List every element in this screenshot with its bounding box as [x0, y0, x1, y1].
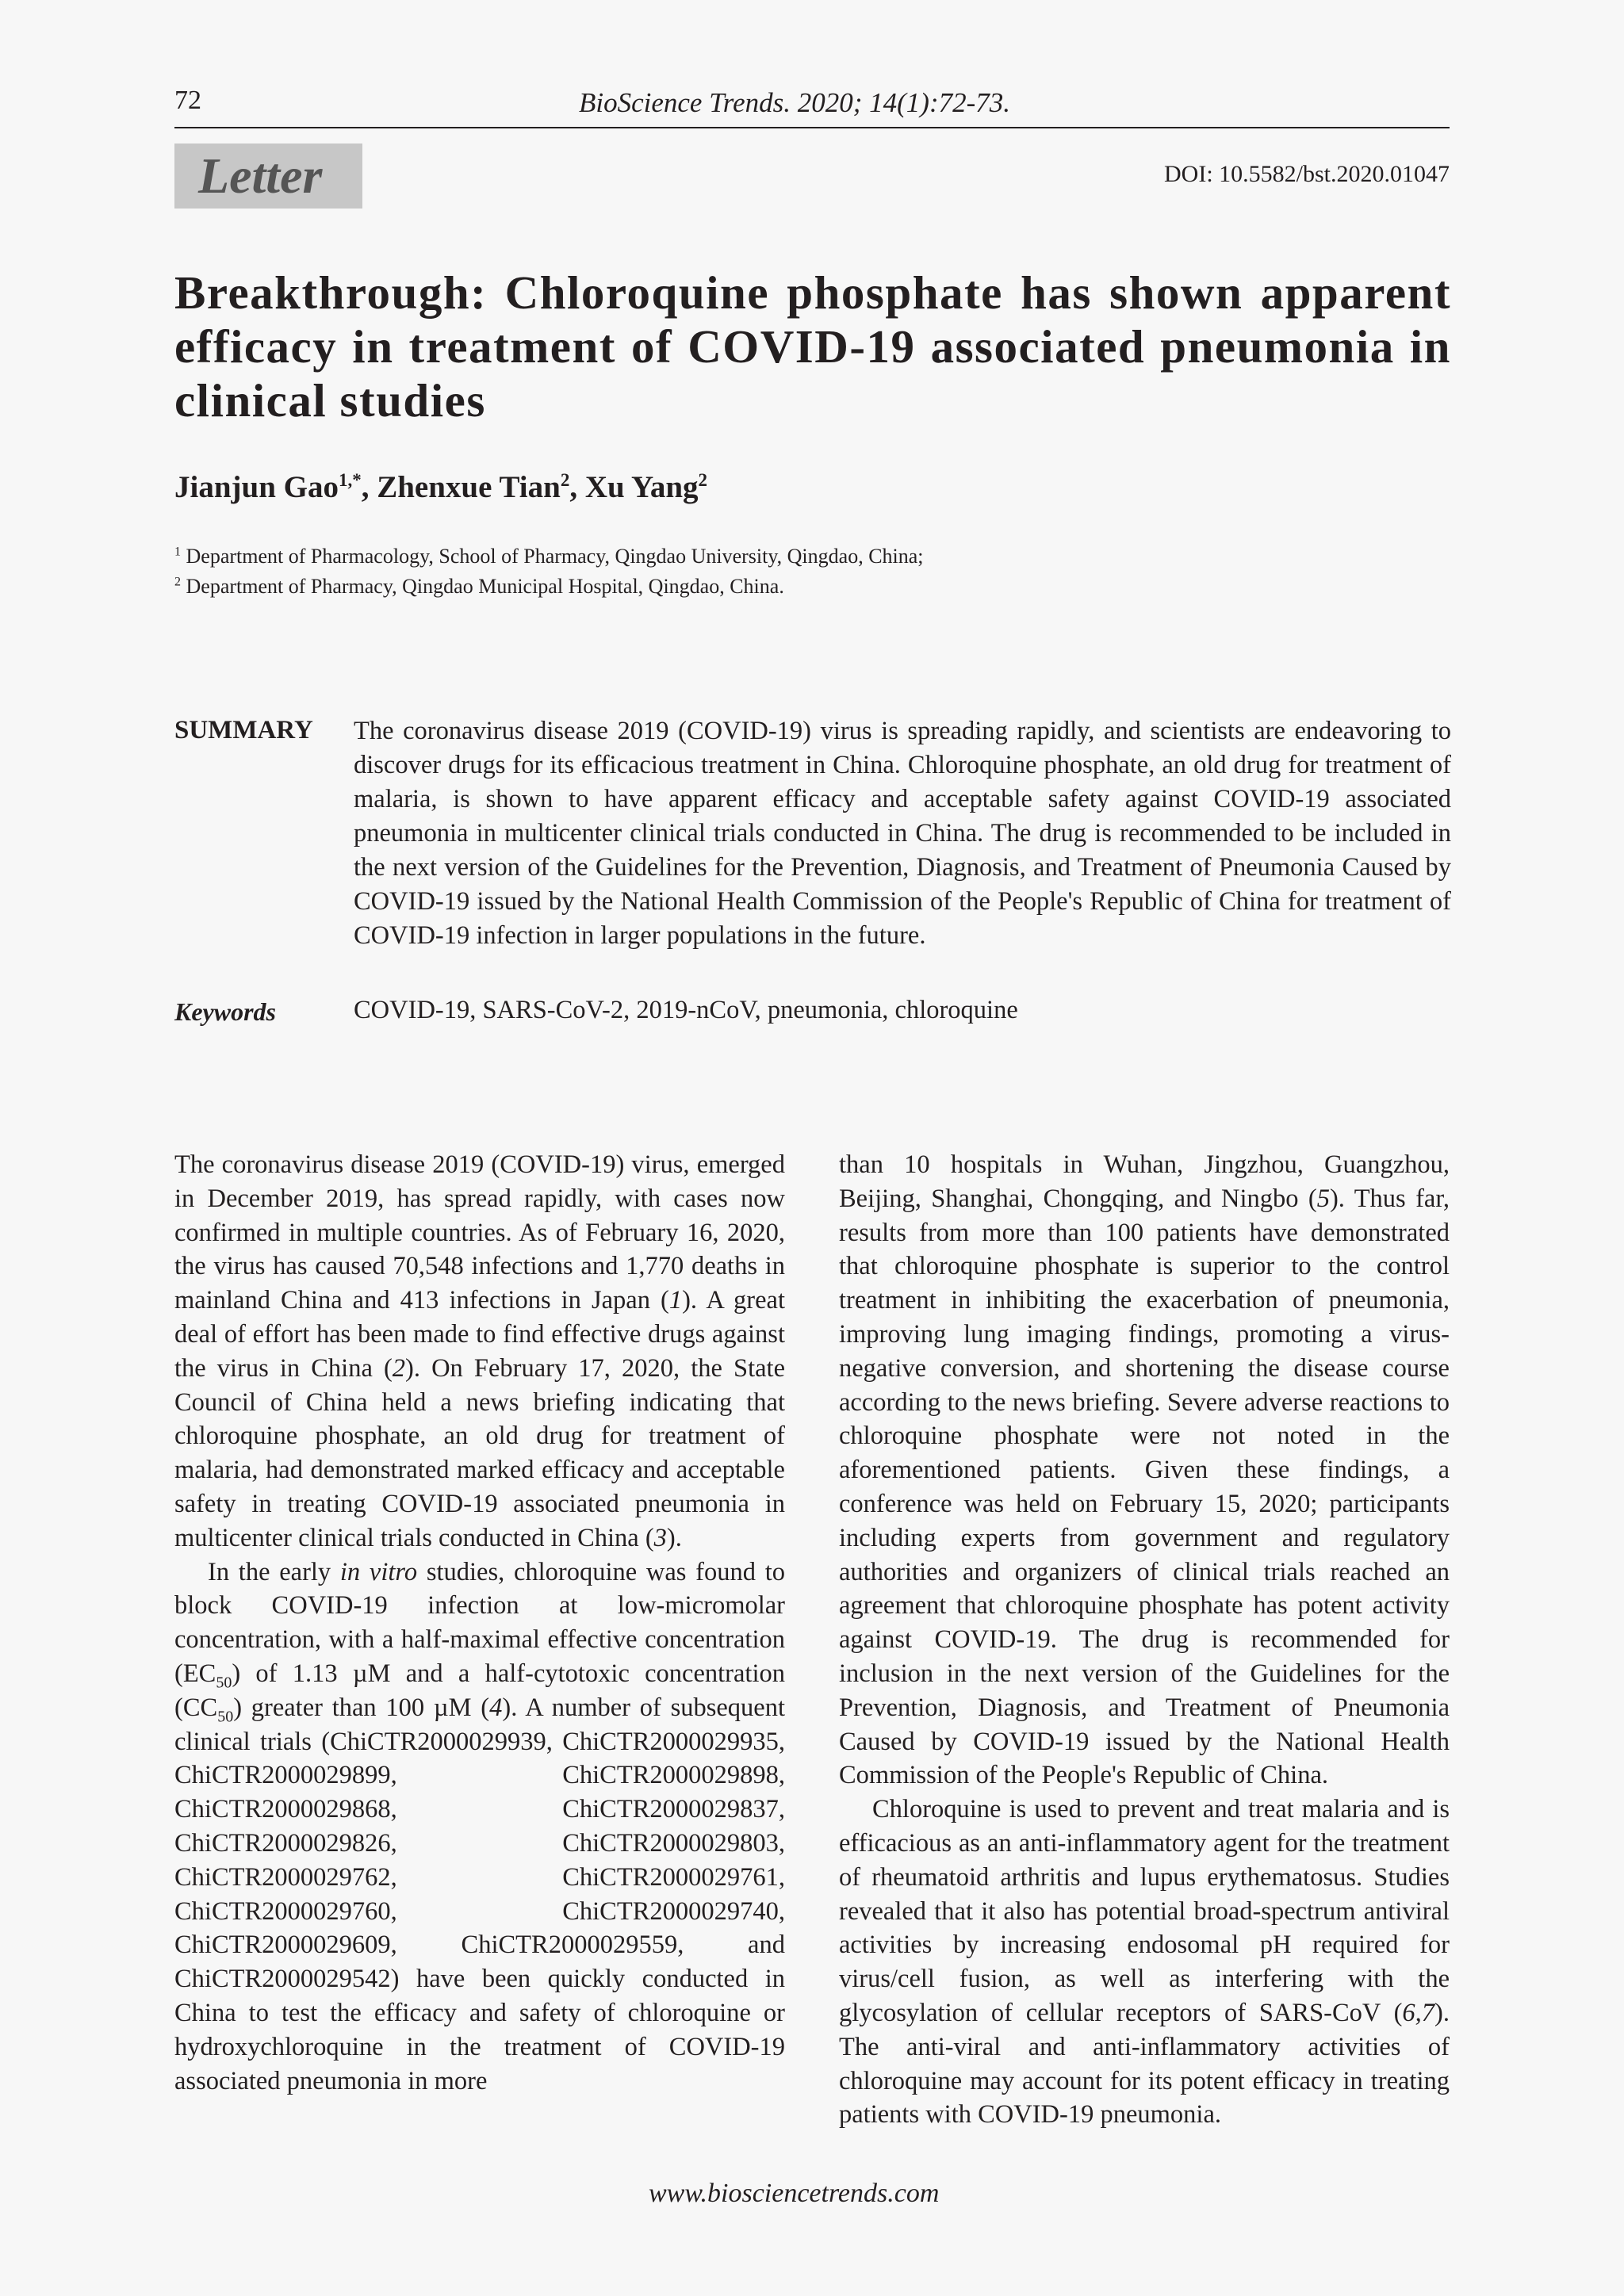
affiliation-item — [174, 572, 924, 602]
author-affiliation-mark: 2 — [698, 470, 708, 490]
citation-ref: 4 — [489, 1693, 503, 1722]
body-paragraph — [174, 1148, 785, 1556]
body-column-right — [839, 1148, 1450, 2132]
summary-text: The coronavirus disease 2019 (COVID-19) virus is spreading rapidly, and scientists are endeavoring to discover drugs for its efficacious treatment in China. Chloroquine phosphate, an old drug for treatment of malaria, is shown to have apparent efficacy and acceptable safety against COVID-19 associated pneumonia in multicenter clinical trials conducted in China. The drug is recommended to be included in the next version of the Guidelines for the Prevention, Diagnosis, and Treatment of Pneumonia Caused by COVID-19 issued by the National Health Commission of the People's Republic of China for treatment of COVID-19 infection in larger populations in the future. — [354, 717, 1451, 950]
text-run: ) of 1.13 µM and a half-cytotoxic concentration (CC — [174, 1659, 785, 1722]
author-separator: , — [361, 470, 377, 504]
citation-ref: 5 — [1316, 1184, 1330, 1213]
citation-ref: 1 — [668, 1286, 683, 1315]
emphasis: in vitro — [339, 1557, 418, 1586]
affiliation-text: Department of Pharmacology, School of Pharmacy, Qingdao University, Qingdao, China; — [186, 545, 924, 568]
subscript: 50 — [216, 1674, 232, 1692]
text-run: ) greater than 100 µM ( — [233, 1693, 490, 1722]
author-affiliation-mark: 2 — [560, 470, 570, 490]
text-run: ). — [666, 1523, 682, 1552]
text-run: ). The anti-viral and anti-inflammatory activities of chloroquine may account for its potent efficacy in treating patients with COVID-19 pneumonia. — [839, 1998, 1450, 2130]
article-type-badge: Letter — [174, 144, 362, 209]
page-number: 72 — [174, 86, 201, 115]
text-run: In the early — [208, 1557, 340, 1586]
author-separator: , — [569, 470, 585, 504]
author-name: Xu Yang — [584, 470, 699, 504]
keywords-text: COVID-19, SARS-CoV-2, 2019-nCoV, pneumonia, chloroquine — [354, 996, 1018, 1024]
text-run: ). A great deal of effort has been made to find effective drugs against the virus in China ( — [174, 1286, 785, 1383]
body-column-left — [174, 1148, 785, 2098]
footer-website: www.biosciencetrends.com — [649, 2179, 940, 2208]
journal-citation: BioScience Trends. 2020; 14(1):72-73. — [579, 87, 1011, 118]
text-run: Chloroquine is used to prevent and treat malaria and is efficacious as an anti-inflammatory agent for the treatment of rheumatoid arthritis and lupus erythematosus. Studies revealed that it also has potential broad-spectrum antiviral activities by increasing endosomal pH required for virus/cell fusion, as well as interfering with the glycosylation of cellular receptors of SARS-CoV ( — [839, 1795, 1450, 2027]
article-title: Breakthrough: Chloroquine phosphate has shown apparent efficacy in treatment of COVID-19 associated pneumonia in clinical studies — [174, 266, 1451, 427]
author-name: Jianjun Gao — [174, 470, 339, 504]
citation-ref: 3 — [653, 1523, 667, 1552]
body-paragraph — [839, 1793, 1450, 2132]
author-affiliation-mark: 1,* — [338, 470, 362, 490]
text-run: ). On February 17, 2020, the State Council of China held a news briefing indicating that chloroquine phosphate, an old drug for treatment of malaria, had demonstrated marked efficacy and acceptable safety in treating COVID-19 associated pneumonia in multicenter clinical trials conducted in China ( — [174, 1353, 785, 1552]
text-run: ). A number of subsequent clinical trials (ChiCTR2000029939, ChiCTR2000029935, ChiCTR2000029899, ChiCTR2000029898, ChiCTR2000029868, ChiCTR2000029837, ChiCTR2000029826, ChiCTR2000029803, ChiCTR2000029762, ChiCTR2000029761, ChiCTR2000029760, ChiCTR2000029740, ChiCTR2000029609, ChiCTR2000029559, and ChiCTR2000029542) have been quickly conducted in China to test the efficacy and safety of chloroquine or hydroxychloroquine in the treatment of COVID-19 associated pneumonia in more — [174, 1693, 785, 2095]
affiliation-list — [174, 541, 924, 602]
author-list — [174, 469, 707, 505]
summary-label: SUMMARY — [174, 716, 313, 744]
body-paragraph — [174, 1556, 785, 2099]
affiliation-text: Department of Pharmacy, Qingdao Municipal Hospital, Qingdao, China. — [186, 575, 784, 598]
citation-ref: 2 — [392, 1353, 406, 1383]
citation-ref: 6,7 — [1402, 1998, 1435, 2027]
affiliation-mark: 1 — [174, 545, 181, 559]
doi-text: DOI: 10.5582/bst.2020.01047 — [1164, 161, 1450, 187]
author-name: Zhenxue Tian — [377, 470, 561, 504]
affiliation-item — [174, 541, 924, 572]
header-divider — [174, 127, 1450, 128]
affiliation-mark: 2 — [174, 575, 181, 589]
text-run: The coronavirus disease 2019 (COVID-19) virus, emerged in December 2019, has spread rapidly, with cases now confirmed in multiple countries. As of February 16, 2020, the virus has caused 70,548 infections and 1,770 deaths in mainland China and 413 infections in Japan ( — [174, 1150, 785, 1315]
keywords-label: Keywords — [174, 997, 276, 1026]
subscript: 50 — [217, 1708, 234, 1726]
text-run: than 10 hospitals in Wuhan, Jingzhou, Guangzhou, Beijing, Shanghai, Chongqing, and Ningbo ( — [839, 1150, 1450, 1213]
text-run: ). Thus far, results from more than 100 patients have demonstrated that chloroquine phosphate is superior to the control treatment in inhibiting the exacerbation of pneumonia, improving lung imaging findings, promoting a virus-negative conversion, and shortening the disease course according to the news briefing. Severe adverse reactions to chloroquine phosphate were not noted in the aforementioned patients. Given these findings, a conference was held on February 15, 2020; participants including experts from government and regulatory authorities and organizers of clinical trials reached an agreement that chloroquine phosphate has potent activity against COVID-19. The drug is recommended for inclusion in the next version of the Guidelines for the Prevention, Diagnosis, and Treatment of Pneumonia Caused by COVID-19 issued by the National Health Commission of the People's Republic of China. — [839, 1184, 1450, 1790]
body-paragraph — [839, 1148, 1450, 1793]
text-run: studies, chloroquine was found to block COVID-19 infection at low-micromolar concentration, with a half-maximal effective concentration (EC — [174, 1557, 785, 1688]
